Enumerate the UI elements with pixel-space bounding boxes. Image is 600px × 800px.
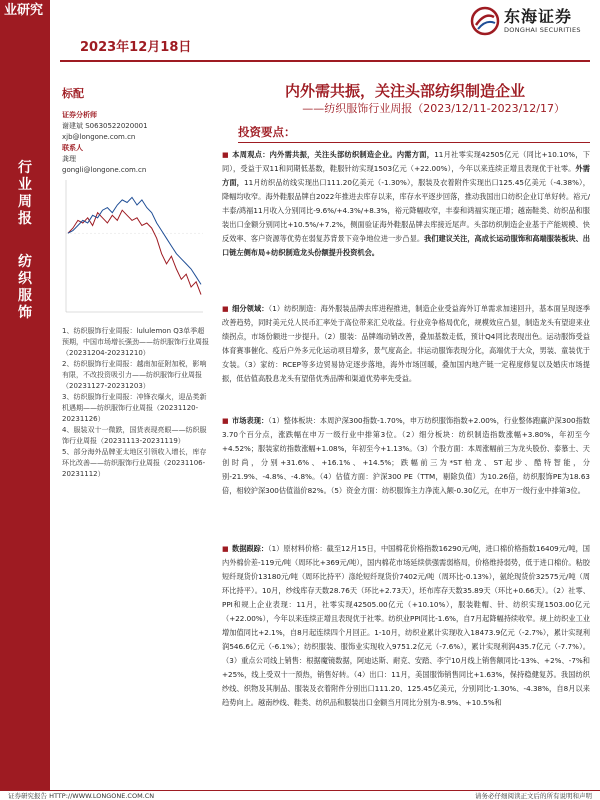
related-report-item[interactable]: 2、纺织服饰行业周报：越南加征附加税，影响有限，不改投资吸引力——纺织服饰行业周报（20231127-20231203）: [62, 360, 207, 390]
side-band: [0, 72, 50, 790]
footer-disclaimer: 请务必仔细阅读正文后的所有说明和声明: [475, 792, 592, 800]
logo-mark-icon: [470, 6, 500, 36]
segments-lead: 细分领域：: [232, 304, 269, 313]
segments-manufacturing: （1）纺织制造：海外服装品牌去库进程推进，制造企业受益海外订单需求加速回升，基本面呈现逐季改善趋势，同时美元兑人民币汇率处于高位带来汇兑收益。行业竞争格局优化，规模效应凸显，制造龙头有望迎来业绩拐点，市场份额进一步提升。: [222, 304, 590, 341]
contact-label: 联系人: [62, 144, 83, 152]
weekly-view-export: 11月纺织品纺线实现出口111.20亿美元（-1.30%），服装及衣着附件实现出口125.45亿美元（-4.38%），降幅均收窄。海外鞋服品牌自2022年推进去库存以来，库存水平逐步回落，推动我国出口纺织企业订单好转。裕元/丰泰/鸿福11月收入分别同比-9.6%/+4.3%/+8.3%，裕元降幅收窄，丰泰和鸿福实现正增；越南鞋类、纺织品和服装出口金额分别同比+10.5%/+7.2%，侧面验证海外鞋服品牌去库接近尾声。头部纺织制造企业基于产能规模、快反效率、客户资源等优势在弱复苏背景下竞争地位进一步凸显。: [222, 178, 590, 243]
market-sub-sector: （2）细分板块：纺织制造指数涨幅+3.80%，年初至今+4.52%；服装家纺指数涨幅+1.08%，年初至今+1.13%。: [222, 430, 590, 453]
data-exports: （4）出口：11月，美国服饰销售同比+1.63%，保持稳健复苏。我国纺织纱线、织物及其制品、服装及衣着附件分别出口111.20、125.45亿美元，分别同比-1.30%、-4.38%，自8月以来趋势向上。越南纱线、鞋类、纺织品和服装出口金额当月同比分别为-8.9%、+10.5%和: [222, 670, 590, 707]
market-lead: 市场表现：: [232, 416, 269, 425]
side-label-report-type: 行业周报: [18, 160, 32, 227]
report-date: 2023年12月18日: [80, 40, 192, 55]
analyst-info: [62, 110, 207, 176]
market-stocks: （3）个股方面：本周涨幅前三为龙头股份、泰慕士、天创时尚，分别+31.6%、+16.1%、+14.5%；跌幅前三为*ST柏龙、ST起步、酷特智能，分别-21.9%、-4.8%、-4.8%。: [222, 444, 590, 481]
header-divider: [60, 60, 590, 62]
paragraph-market-performance: [222, 414, 590, 498]
report-title: 内外需共振，关注头部纺织制造企业: [284, 82, 525, 100]
weekly-view-domestic: 11月社零实现42505亿元（同比+10.10%，下同），受益于双11和同期低基数，鞋服针纺实现1503亿元（+22.00%），今年以来连续正增且表现优于社零。: [222, 150, 590, 173]
logo-chinese-name: 东海证券: [504, 7, 573, 26]
related-report-item[interactable]: 1、纺织服饰行业周报：lululemon Q3单季超预期，中国市场增长强劲——纺织服饰行业周报（20231204-20231210）: [62, 327, 209, 357]
contact-email: gongli@longone.com.cn: [62, 166, 147, 174]
market-valuation: （4）估值方面：沪深300 PE（TTM，剔除负值）为10.26倍，纺织服饰PE为18.63倍，相较沪深300估值溢价82%。（5）资金方面：纺织服饰主力净流入额-0.30亿元，在申万一级行业中排第3位。: [222, 472, 590, 495]
data-online-sales: （3）重点公司线上销售：根据魔镜数据，阿迪达斯、耐克、安踏、李宁10月线上销售额同比-13%、+2%、-7%和+25%，线上受双十一预热，销售好转。: [222, 656, 590, 679]
bullet-icon: ■: [222, 545, 229, 553]
related-report-item[interactable]: 5、部分海外品牌亚太地区引领收入增长，库存环比改善——纺织服饰行业周报（20231106-20231112）: [62, 448, 207, 478]
bullet-icon: ■: [222, 305, 229, 313]
company-logo: [470, 4, 592, 44]
paragraph-segments: [222, 302, 590, 386]
weekly-view-export-lead: 外需方面，: [222, 164, 590, 187]
footer-website[interactable]: 证券研究报告 HTTP://WWW.LONGONE.COM.CN: [8, 792, 155, 800]
industry-rating: 标配: [62, 87, 84, 100]
related-report-item[interactable]: 4、服装双十一微跌，国货表现亮眼——纺织服饰行业周报（20231113-20231119）: [62, 426, 207, 445]
bullet-icon: ■: [222, 417, 229, 425]
performance-chart: [62, 176, 207, 316]
key-points-heading: 投资要点：: [238, 125, 296, 139]
paragraph-data-tracking: [222, 542, 590, 710]
paragraph-weekly-view: [222, 148, 590, 260]
data-lead: 数据跟踪：: [232, 544, 269, 553]
report-subtitle: ——纺织服饰行业周报（2023/12/11-2023/12/17）: [302, 102, 565, 115]
segments-apparel: （2）服装：品牌端动销改善，叠加基数走低，预计Q4同比表现出色。运动服饰受益体育赛事催化、疫后户外多元化运动项目增多，景气度高企。: [222, 332, 590, 355]
key-points-divider: [238, 142, 590, 143]
related-reports: [62, 326, 210, 480]
data-retail-ppi: （2）社零、PPI和规上企业表现：11月，社零实现42505.00亿元（+10.10%），服装鞋帽、针、纺织实现1503.00亿元（+22.00%），今年以来连续正增且表现优于社零。纺织业PPI同比-1.6%，自7月起降幅持续收窄。规上纺织业工业增加值同比+2.1%，自8月起连续四个月回正。1-10月，纺织业累计实现收入18473.9亿元（-2.7%），累计实现利润546.6亿元（-6.1%）；纺织服装、服饰业实现收入9751.2亿元（-7.6%），累计实现利润435.7亿元（-7.7%）。: [222, 586, 590, 651]
segments-home-textile: 非运动服饰表现分化，高端优于大众，男装、童装优于女装。（3）家纺：RCEP等多边贸易协定逐步落地，海外市场回暖，叠加国内地产链一定程度修复以及婚庆市场提振，低估值高股息龙头有望借优秀品牌和渠道优势率先受益。: [222, 346, 590, 383]
logo-english-name: DONGHAI SECURITIES: [504, 26, 581, 34]
analyst-label: 证券分析师: [62, 111, 97, 119]
market-overall: （1）整体板块：本周沪深300指数-1.70%，申万纺织服饰指数+2.00%，行业整体跑赢沪深300指数3.70个百分点，涨跌幅在申万一级行业中排第3位。: [222, 416, 590, 439]
analyst-email: xjb@longone.com.cn: [62, 133, 136, 141]
analyst-name: 谢建斌 S0630522020001: [62, 122, 148, 130]
weekly-view-lead: 本周观点：内外需共振，关注头部纺织制造企业。内需方面，: [232, 150, 435, 159]
chart-series-hs300: [68, 197, 201, 284]
related-report-item[interactable]: 3、纺织服饰行业周报：冲锋衣爆火，迎品类新机遇期——纺织服饰行业周报（20231120-20231126）: [62, 393, 207, 423]
weekly-view-recommendation: 我们建议关注，高成长运动服饰和高端服装板块、出口链左侧布局+纺织制造龙头份额提升投资机会。: [222, 234, 590, 257]
bullet-icon: ■: [222, 151, 229, 159]
data-raw-materials: （1）原材料价格：截至12月15日，中国棉花价格指数16290元/吨，进口棉价格指数16409元/吨，国内外棉价差-119元/吨（周环比+369元/吨），国内棉花市场延续供强需弱格局，价格维持弱势，低于进口棉价。粘胶短纤现货价13180元/吨（周环比持平）涤纶短纤现货价7402元/吨（周环比-0.13%），氨纶现货价32575元/吨（周环比持平）。10月，纱线库存天数28.76天（环比+2.73天），坯布库存天数35.89天（环比+0.66天）。: [222, 544, 590, 595]
header-band-text: 业研究: [4, 3, 44, 18]
contact-name: 龚理: [62, 155, 76, 163]
side-label-industry: 纺织服饰: [18, 254, 32, 321]
